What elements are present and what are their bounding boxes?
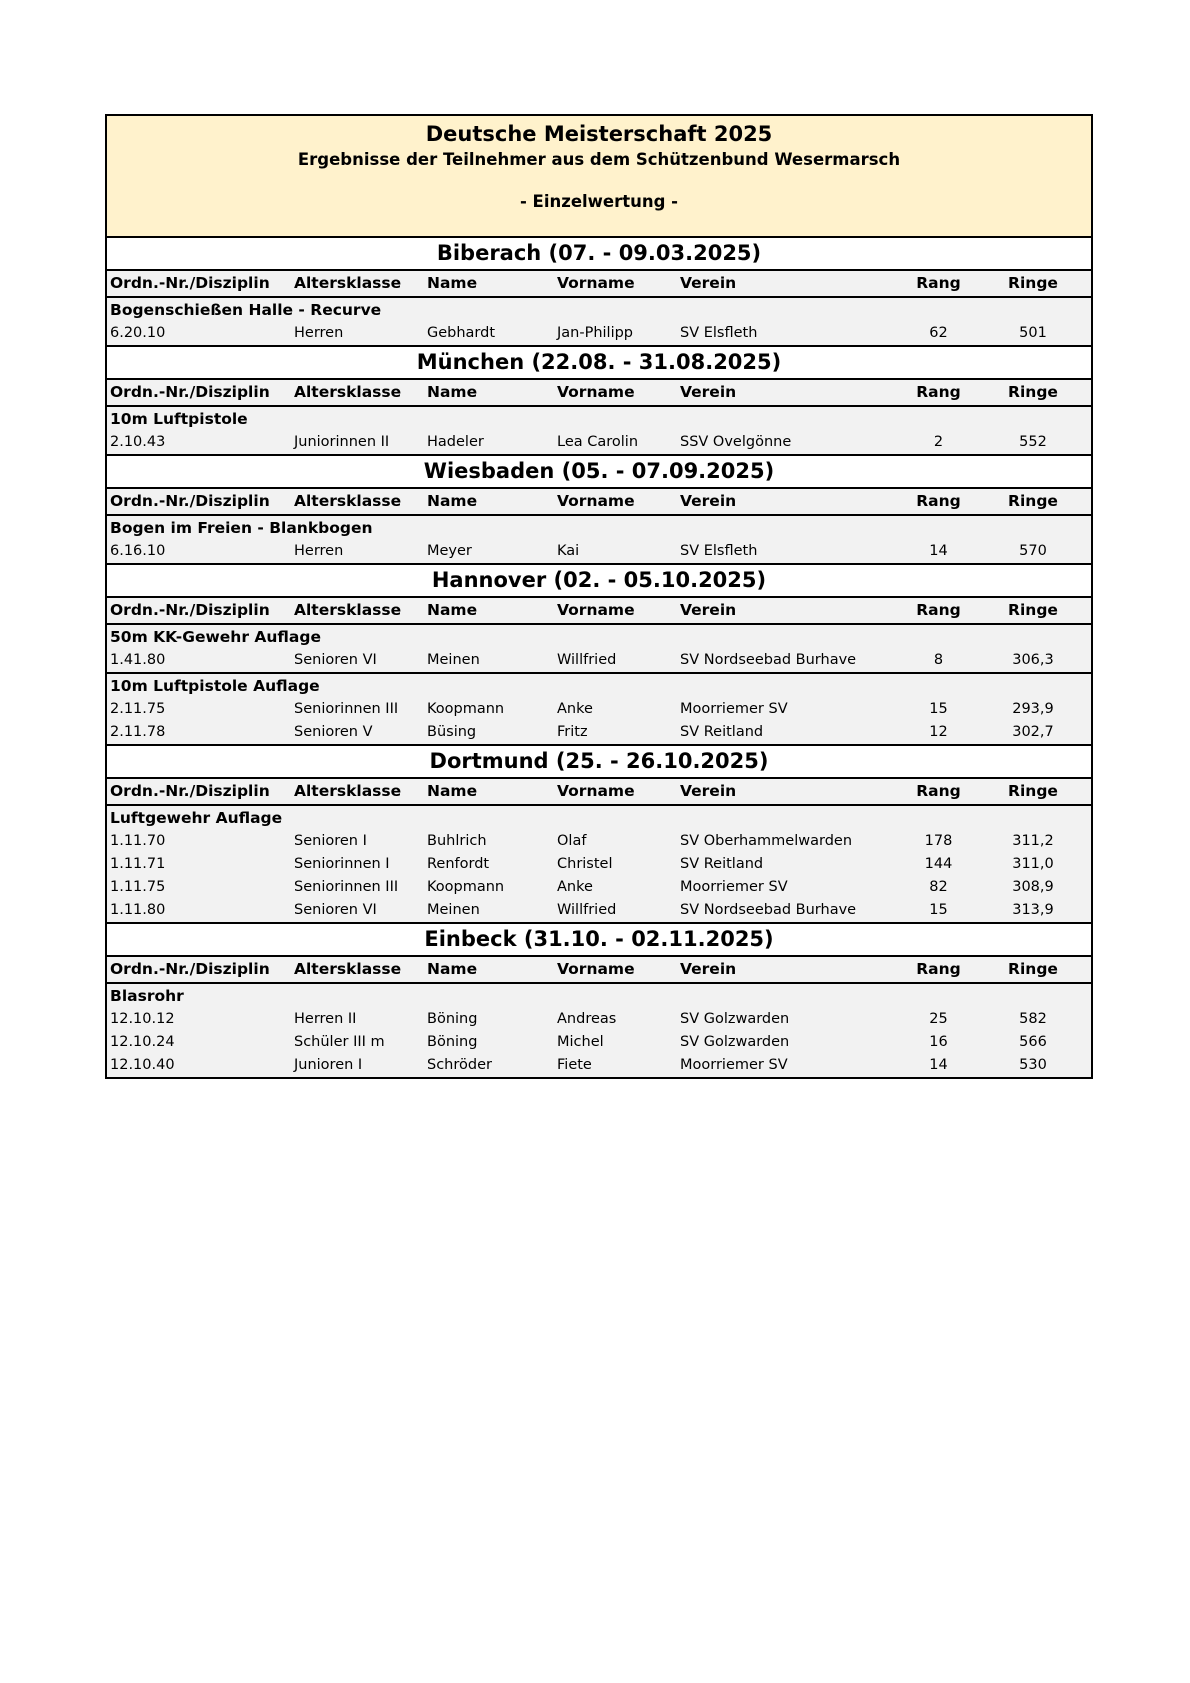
discipline-group bbox=[107, 516, 1091, 563]
column-header-ringe: Ringe bbox=[1008, 782, 1058, 800]
table-row bbox=[107, 721, 1091, 744]
table-row bbox=[107, 1031, 1091, 1054]
cell-ringe: 293,9 bbox=[1012, 701, 1054, 717]
column-header-row bbox=[107, 779, 1091, 806]
cell-ringe: 570 bbox=[1019, 543, 1047, 559]
cell-ringe: 582 bbox=[1019, 1011, 1047, 1027]
table-row bbox=[107, 1054, 1091, 1077]
column-header-row bbox=[107, 489, 1091, 516]
cell-name: Schröder bbox=[427, 1057, 492, 1073]
cell-verein: SV Golzwarden bbox=[680, 1011, 790, 1027]
column-header-disziplin: Ordn.-Nr./Disziplin bbox=[110, 782, 270, 800]
cell-verein: Moorriemer SV bbox=[680, 701, 788, 717]
cell-rang: 12 bbox=[929, 724, 948, 740]
results-sheet bbox=[105, 114, 1093, 1079]
venue-block bbox=[107, 238, 1091, 347]
column-header-altersklasse: Altersklasse bbox=[294, 383, 402, 401]
cell-nr: 2.11.78 bbox=[110, 724, 166, 740]
cell-name: Büsing bbox=[427, 724, 477, 740]
cell-klasse: Schüler III m bbox=[294, 1034, 385, 1050]
column-header-name: Name bbox=[427, 960, 478, 978]
venue-results bbox=[107, 806, 1091, 924]
venue-title: Wiesbaden (05. - 07.09.2025) bbox=[107, 456, 1091, 489]
discipline-group bbox=[107, 984, 1091, 1077]
sheet-title: Deutsche Meisterschaft 2025 bbox=[425, 122, 773, 146]
discipline-group bbox=[107, 806, 1091, 922]
venue-title: Dortmund (25. - 26.10.2025) bbox=[107, 746, 1091, 779]
discipline-group bbox=[107, 298, 1091, 345]
column-header-rang: Rang bbox=[916, 782, 961, 800]
column-header-rang: Rang bbox=[916, 960, 961, 978]
cell-name: Koopmann bbox=[427, 701, 505, 717]
cell-rang: 8 bbox=[933, 652, 944, 668]
discipline-label: 50m KK-Gewehr Auflage bbox=[110, 628, 321, 646]
cell-ringe: 566 bbox=[1019, 1034, 1047, 1050]
cell-vorname: Christel bbox=[557, 856, 613, 872]
column-header-altersklasse: Altersklasse bbox=[294, 960, 402, 978]
column-header-row bbox=[107, 380, 1091, 407]
column-header-ringe: Ringe bbox=[1008, 601, 1058, 619]
cell-rang: 144 bbox=[924, 856, 953, 872]
cell-name: Böning bbox=[427, 1034, 478, 1050]
cell-verein: SV Reitland bbox=[680, 724, 764, 740]
column-header-ringe: Ringe bbox=[1008, 492, 1058, 510]
venue-title: Biberach (07. - 09.03.2025) bbox=[107, 238, 1091, 271]
column-header-disziplin: Ordn.-Nr./Disziplin bbox=[110, 492, 270, 510]
cell-ringe: 311,2 bbox=[1012, 833, 1054, 849]
cell-nr: 12.10.12 bbox=[110, 1011, 175, 1027]
cell-verein: SV Elsfleth bbox=[680, 325, 758, 341]
column-header-vorname: Vorname bbox=[557, 782, 635, 800]
cell-klasse: Juniorinnen II bbox=[294, 434, 390, 450]
cell-rang: 14 bbox=[929, 543, 948, 559]
sheet-mode: - Einzelwertung - bbox=[519, 192, 679, 211]
cell-verein: SV Golzwarden bbox=[680, 1034, 790, 1050]
venue-results bbox=[107, 407, 1091, 456]
cell-rang: 2 bbox=[933, 434, 944, 450]
cell-klasse: Senioren V bbox=[294, 724, 373, 740]
cell-ringe: 552 bbox=[1019, 434, 1047, 450]
discipline-label: 10m Luftpistole bbox=[110, 410, 248, 428]
cell-vorname: Michel bbox=[557, 1034, 604, 1050]
cell-name: Meinen bbox=[427, 902, 480, 918]
cell-verein: Moorriemer SV bbox=[680, 879, 788, 895]
cell-nr: 6.20.10 bbox=[110, 325, 166, 341]
discipline-label: Blasrohr bbox=[110, 987, 184, 1005]
column-header-ringe: Ringe bbox=[1008, 383, 1058, 401]
table-row bbox=[107, 1008, 1091, 1031]
cell-name: Gebhardt bbox=[427, 325, 496, 341]
column-header-name: Name bbox=[427, 782, 478, 800]
cell-name: Böning bbox=[427, 1011, 478, 1027]
column-header-disziplin: Ordn.-Nr./Disziplin bbox=[110, 383, 270, 401]
cell-klasse: Herren II bbox=[294, 1011, 357, 1027]
sheet-subtitle: Ergebnisse der Teilnehmer aus dem Schützenbund Wesermarsch bbox=[297, 150, 901, 169]
column-header-vorname: Vorname bbox=[557, 492, 635, 510]
cell-rang: 16 bbox=[929, 1034, 948, 1050]
column-header-altersklasse: Altersklasse bbox=[294, 601, 402, 619]
column-header-name: Name bbox=[427, 601, 478, 619]
cell-ringe: 311,0 bbox=[1012, 856, 1054, 872]
venue-title: Einbeck (31.10. - 02.11.2025) bbox=[107, 924, 1091, 957]
cell-nr: 12.10.24 bbox=[110, 1034, 175, 1050]
venue-block bbox=[107, 565, 1091, 746]
discipline-label: Bogenschießen Halle - Recurve bbox=[110, 301, 382, 319]
cell-vorname: Willfried bbox=[557, 652, 617, 668]
column-header-rang: Rang bbox=[916, 492, 961, 510]
column-header-ringe: Ringe bbox=[1008, 274, 1058, 292]
column-header-altersklasse: Altersklasse bbox=[294, 782, 402, 800]
venue-block bbox=[107, 924, 1091, 1077]
cell-nr: 2.11.75 bbox=[110, 701, 166, 717]
discipline-label: 10m Luftpistole Auflage bbox=[110, 677, 320, 695]
cell-vorname: Fritz bbox=[557, 724, 588, 740]
venue-results bbox=[107, 625, 1091, 746]
column-header-altersklasse: Altersklasse bbox=[294, 492, 402, 510]
cell-klasse: Herren bbox=[294, 325, 344, 341]
cell-nr: 1.11.75 bbox=[110, 879, 166, 895]
cell-verein: SV Oberhammelwarden bbox=[680, 833, 853, 849]
column-header-altersklasse: Altersklasse bbox=[294, 274, 402, 292]
discipline-label: Bogen im Freien - Blankbogen bbox=[110, 519, 373, 537]
column-header-vorname: Vorname bbox=[557, 601, 635, 619]
table-row bbox=[107, 698, 1091, 721]
venue-block bbox=[107, 746, 1091, 924]
cell-klasse: Seniorinnen III bbox=[294, 879, 399, 895]
cell-nr: 1.11.70 bbox=[110, 833, 166, 849]
column-header-disziplin: Ordn.-Nr./Disziplin bbox=[110, 274, 270, 292]
cell-rang: 25 bbox=[929, 1011, 948, 1027]
table-row bbox=[107, 540, 1091, 563]
cell-nr: 1.11.80 bbox=[110, 902, 166, 918]
cell-verein: Moorriemer SV bbox=[680, 1057, 788, 1073]
cell-rang: 14 bbox=[929, 1057, 948, 1073]
cell-vorname: Lea Carolin bbox=[557, 434, 639, 450]
venue-list bbox=[107, 238, 1091, 1077]
cell-nr: 12.10.40 bbox=[110, 1057, 175, 1073]
column-header-verein: Verein bbox=[680, 492, 737, 510]
discipline-group bbox=[107, 674, 1091, 744]
column-header-verein: Verein bbox=[680, 960, 737, 978]
cell-vorname: Kai bbox=[557, 543, 580, 559]
cell-klasse: Herren bbox=[294, 543, 344, 559]
table-row bbox=[107, 322, 1091, 345]
column-header-name: Name bbox=[427, 492, 478, 510]
cell-vorname: Olaf bbox=[557, 833, 587, 849]
cell-nr: 6.16.10 bbox=[110, 543, 166, 559]
cell-ringe: 313,9 bbox=[1012, 902, 1054, 918]
cell-verein: SSV Ovelgönne bbox=[680, 434, 792, 450]
cell-verein: SV Nordseebad Burhave bbox=[680, 902, 857, 918]
cell-rang: 178 bbox=[924, 833, 953, 849]
venue-results bbox=[107, 984, 1091, 1077]
cell-rang: 62 bbox=[929, 325, 948, 341]
cell-ringe: 530 bbox=[1019, 1057, 1047, 1073]
cell-rang: 15 bbox=[929, 701, 948, 717]
table-row bbox=[107, 649, 1091, 672]
table-row bbox=[107, 876, 1091, 899]
venue-block bbox=[107, 347, 1091, 456]
column-header-rang: Rang bbox=[916, 274, 961, 292]
column-header-verein: Verein bbox=[680, 782, 737, 800]
cell-klasse: Seniorinnen III bbox=[294, 701, 399, 717]
cell-verein: SV Nordseebad Burhave bbox=[680, 652, 857, 668]
cell-vorname: Andreas bbox=[557, 1011, 617, 1027]
cell-verein: SV Reitland bbox=[680, 856, 764, 872]
column-header-verein: Verein bbox=[680, 274, 737, 292]
column-header-name: Name bbox=[427, 274, 478, 292]
cell-ringe: 308,9 bbox=[1012, 879, 1054, 895]
cell-nr: 1.11.71 bbox=[110, 856, 166, 872]
column-header-ringe: Ringe bbox=[1008, 960, 1058, 978]
venue-block bbox=[107, 456, 1091, 565]
column-header-vorname: Vorname bbox=[557, 960, 635, 978]
cell-name: Meyer bbox=[427, 543, 472, 559]
discipline-group bbox=[107, 407, 1091, 454]
column-header-verein: Verein bbox=[680, 383, 737, 401]
cell-name: Koopmann bbox=[427, 879, 505, 895]
cell-klasse: Senioren VI bbox=[294, 902, 377, 918]
cell-klasse: Senioren I bbox=[294, 833, 367, 849]
cell-vorname: Fiete bbox=[557, 1057, 592, 1073]
column-header-disziplin: Ordn.-Nr./Disziplin bbox=[110, 601, 270, 619]
table-row bbox=[107, 899, 1091, 922]
table-row bbox=[107, 431, 1091, 454]
cell-nr: 1.41.80 bbox=[110, 652, 166, 668]
column-header-row bbox=[107, 598, 1091, 625]
cell-verein: SV Elsfleth bbox=[680, 543, 758, 559]
venue-title: Hannover (02. - 05.10.2025) bbox=[107, 565, 1091, 598]
cell-klasse: Seniorinnen I bbox=[294, 856, 390, 872]
cell-klasse: Junioren I bbox=[294, 1057, 363, 1073]
column-header-rang: Rang bbox=[916, 601, 961, 619]
discipline-group bbox=[107, 625, 1091, 674]
column-header-vorname: Vorname bbox=[557, 274, 635, 292]
venue-results bbox=[107, 516, 1091, 565]
cell-vorname: Willfried bbox=[557, 902, 617, 918]
cell-rang: 82 bbox=[929, 879, 948, 895]
column-header-name: Name bbox=[427, 383, 478, 401]
column-header-verein: Verein bbox=[680, 601, 737, 619]
cell-ringe: 501 bbox=[1019, 325, 1047, 341]
table-row bbox=[107, 830, 1091, 853]
cell-name: Buhlrich bbox=[427, 833, 487, 849]
column-header-vorname: Vorname bbox=[557, 383, 635, 401]
cell-klasse: Senioren VI bbox=[294, 652, 377, 668]
column-header-rang: Rang bbox=[916, 383, 961, 401]
cell-name: Hadeler bbox=[427, 434, 484, 450]
cell-name: Meinen bbox=[427, 652, 480, 668]
venue-title: München (22.08. - 31.08.2025) bbox=[107, 347, 1091, 380]
sheet-header bbox=[107, 116, 1091, 238]
venue-results bbox=[107, 298, 1091, 347]
table-row bbox=[107, 853, 1091, 876]
cell-vorname: Anke bbox=[557, 879, 593, 895]
cell-nr: 2.10.43 bbox=[110, 434, 166, 450]
column-header-disziplin: Ordn.-Nr./Disziplin bbox=[110, 960, 270, 978]
cell-name: Renfordt bbox=[427, 856, 490, 872]
column-header-row bbox=[107, 957, 1091, 984]
cell-ringe: 306,3 bbox=[1012, 652, 1054, 668]
cell-vorname: Anke bbox=[557, 701, 593, 717]
column-header-row bbox=[107, 271, 1091, 298]
cell-rang: 15 bbox=[929, 902, 948, 918]
cell-ringe: 302,7 bbox=[1012, 724, 1054, 740]
cell-vorname: Jan-Philipp bbox=[557, 325, 634, 341]
discipline-label: Luftgewehr Auflage bbox=[110, 809, 283, 827]
